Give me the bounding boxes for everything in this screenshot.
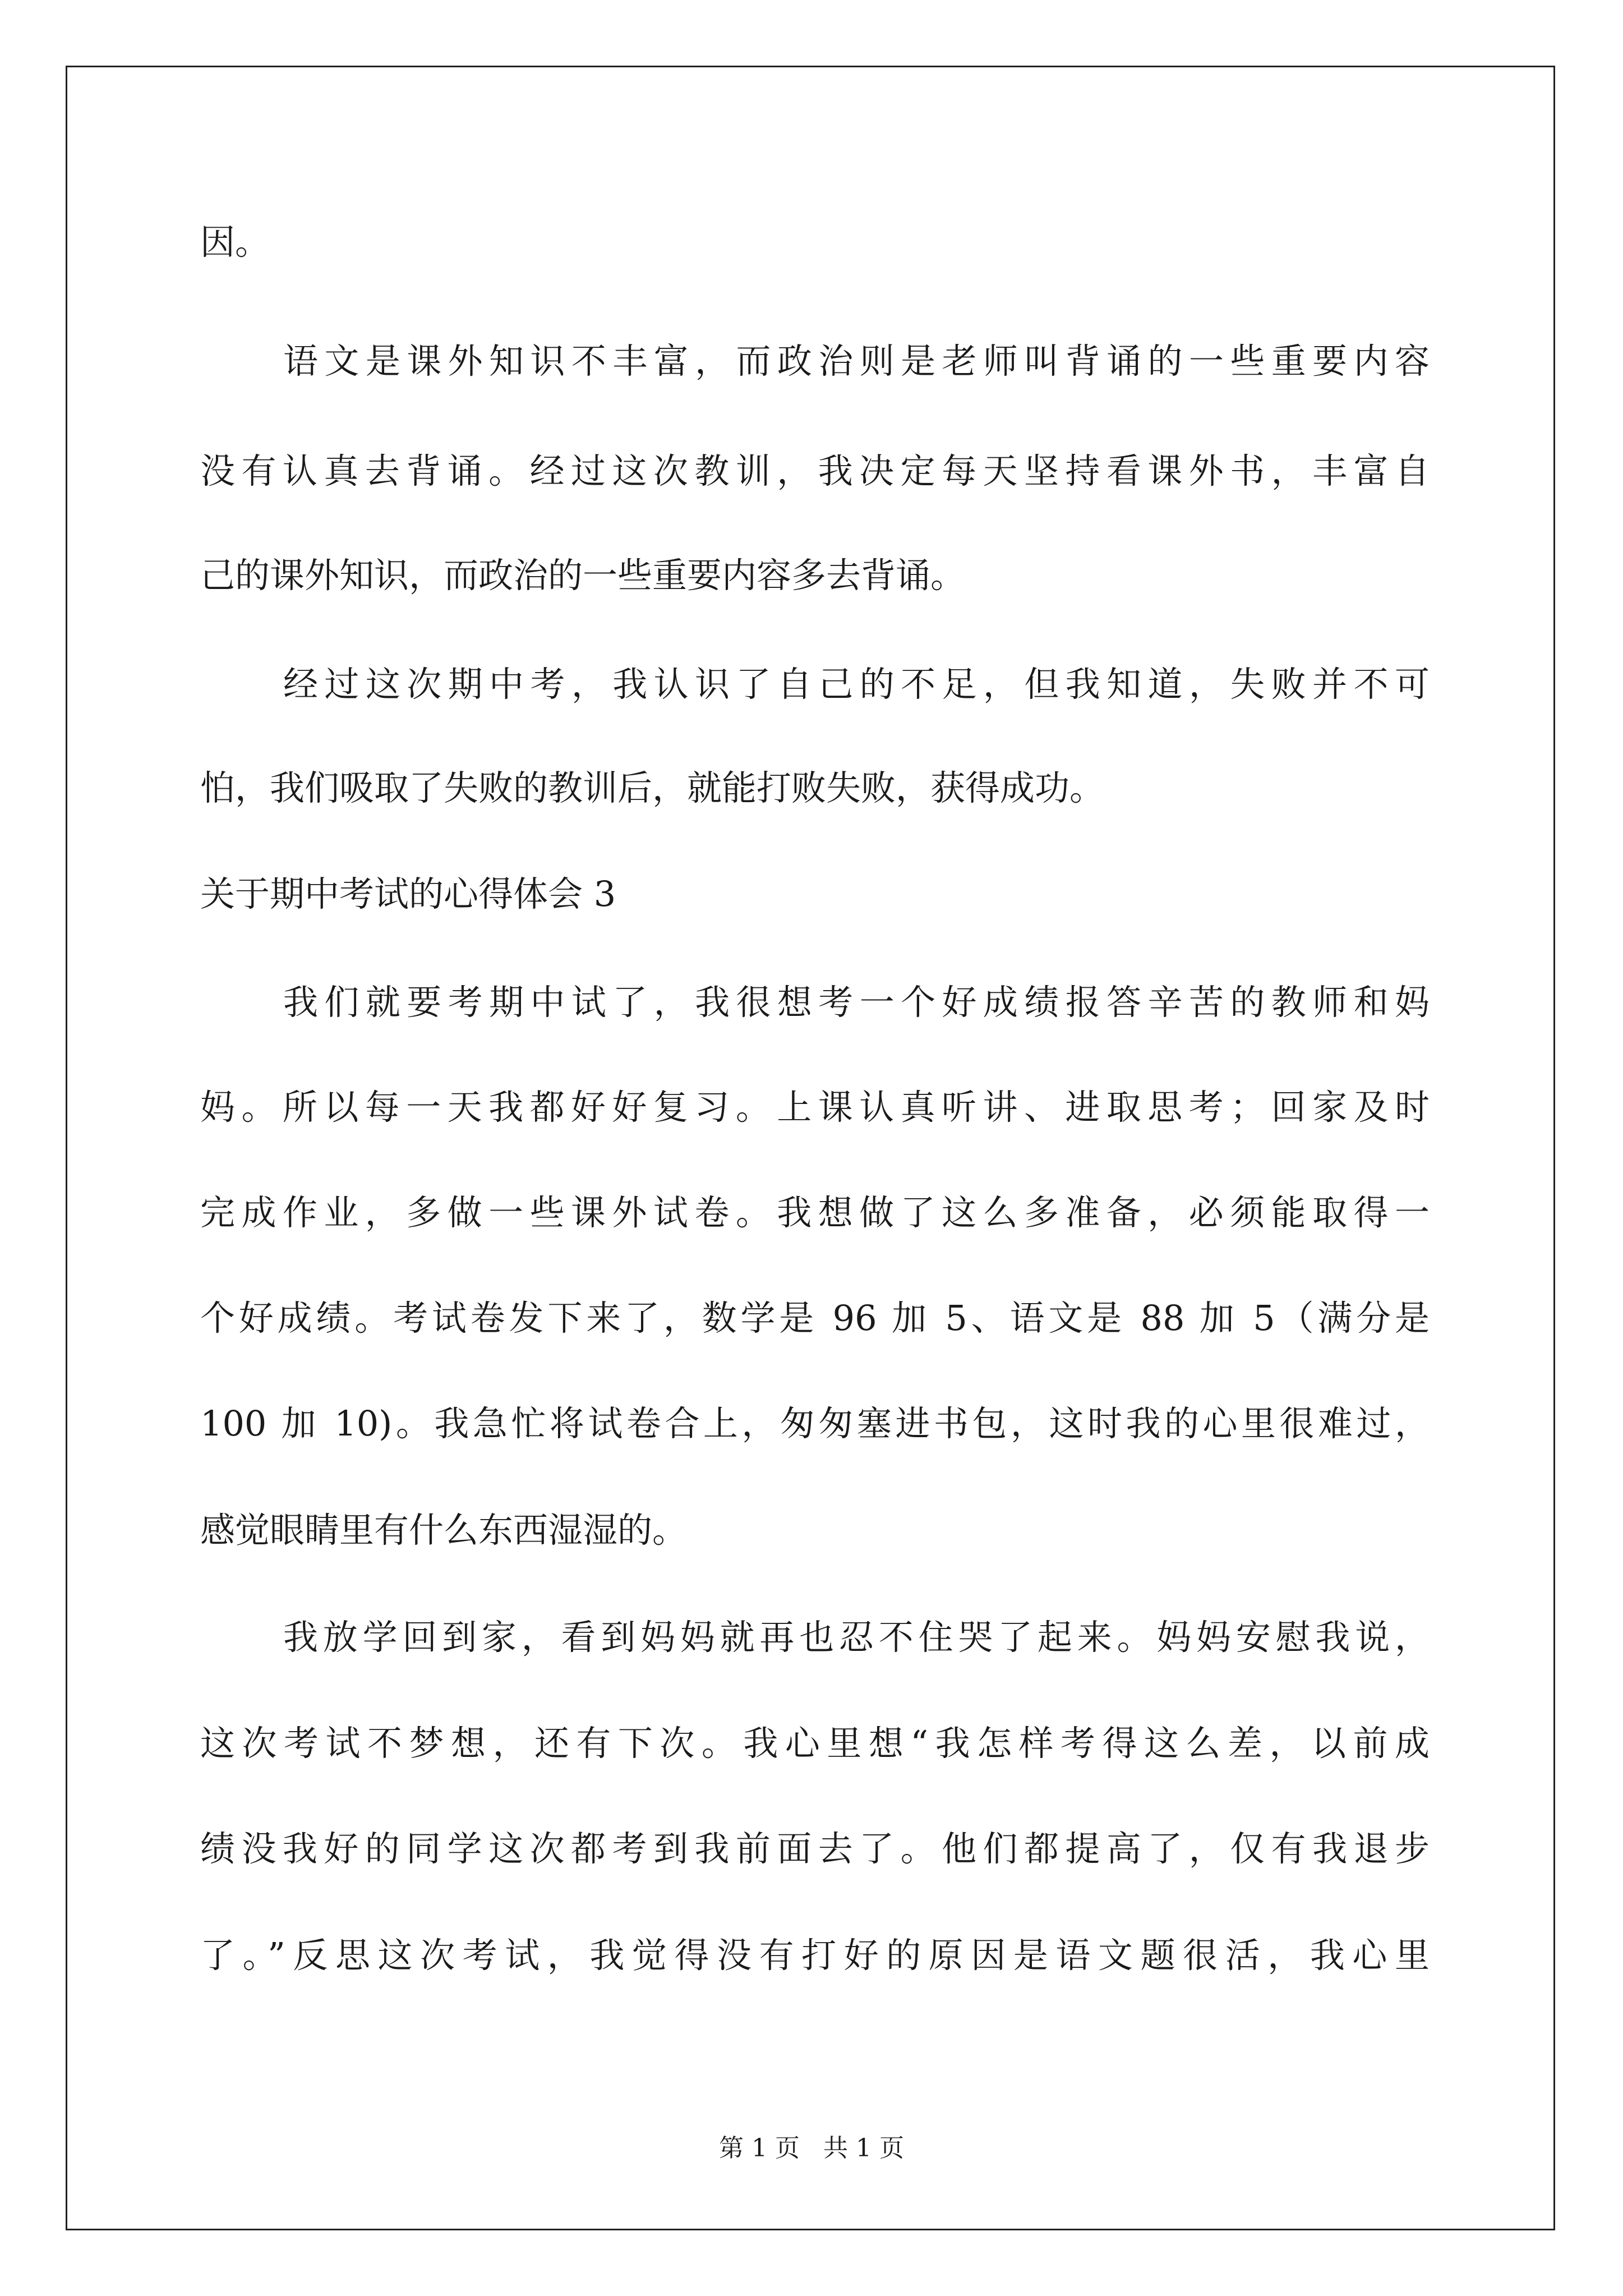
paragraph-line: 感觉眼睛里有什么东西湿湿的。: [200, 1510, 688, 1550]
section-heading: 关于期中考试的心得体会 3: [200, 873, 616, 914]
paragraph-line: 因。: [200, 222, 270, 263]
paragraph-line: 我放学回到家，看到妈妈就再也忍不住哭了起来。妈妈安慰我说，: [283, 1617, 1430, 1658]
paragraph-line: 个好成绩。考试卷发下来了，数学是 96 加 5、语文是 88 加 5（满分是: [200, 1297, 1430, 1338]
paragraph-line: 语文是课外知识不丰富，而政治则是老师叫背诵的一些重要内容: [283, 341, 1430, 381]
paragraph-line: 100 加 10)。我急忙将试卷合上，匆匆塞进书包，这时我的心里很难过，: [200, 1403, 1430, 1444]
paragraph-line: 我们就要考期中试了，我很想考一个好成绩报答辛苦的教师和妈: [283, 982, 1430, 1023]
paragraph-line: 完成作业，多做一些课外试卷。我想做了这么多准备，必须能取得一: [200, 1192, 1430, 1233]
paragraph-line: 没有认真去背诵。经过这次教训，我决定每天坚持看课外书，丰富自: [200, 450, 1430, 491]
paragraph-line: 怕，我们吸取了失败的教训后，就能打败失败，获得成功。: [200, 767, 1105, 808]
page-footer: 第 1 页 共 1 页: [719, 2134, 904, 2162]
paragraph-line: 这次考试不梦想，还有下次。我心里想“我怎样考得这么差，以前成: [200, 1723, 1430, 1764]
paragraph-line: 经过这次期中考，我认识了自己的不足，但我知道，失败并不可: [283, 664, 1430, 705]
page-border: [66, 66, 1555, 2230]
paragraph-line: 绩没我好的同学这次都考到我前面去了。他们都提高了，仅有我退步: [200, 1828, 1430, 1869]
paragraph-line: 了。”反思这次考试，我觉得没有打好的原因是语文题很活，我心里: [200, 1935, 1430, 1976]
paragraph-line: 妈。所以每一天我都好好复习。上课认真听讲、进取思考；回家及时: [200, 1087, 1430, 1128]
paragraph-line: 己的课外知识，而政治的一些重要内容多去背诵。: [200, 555, 966, 596]
